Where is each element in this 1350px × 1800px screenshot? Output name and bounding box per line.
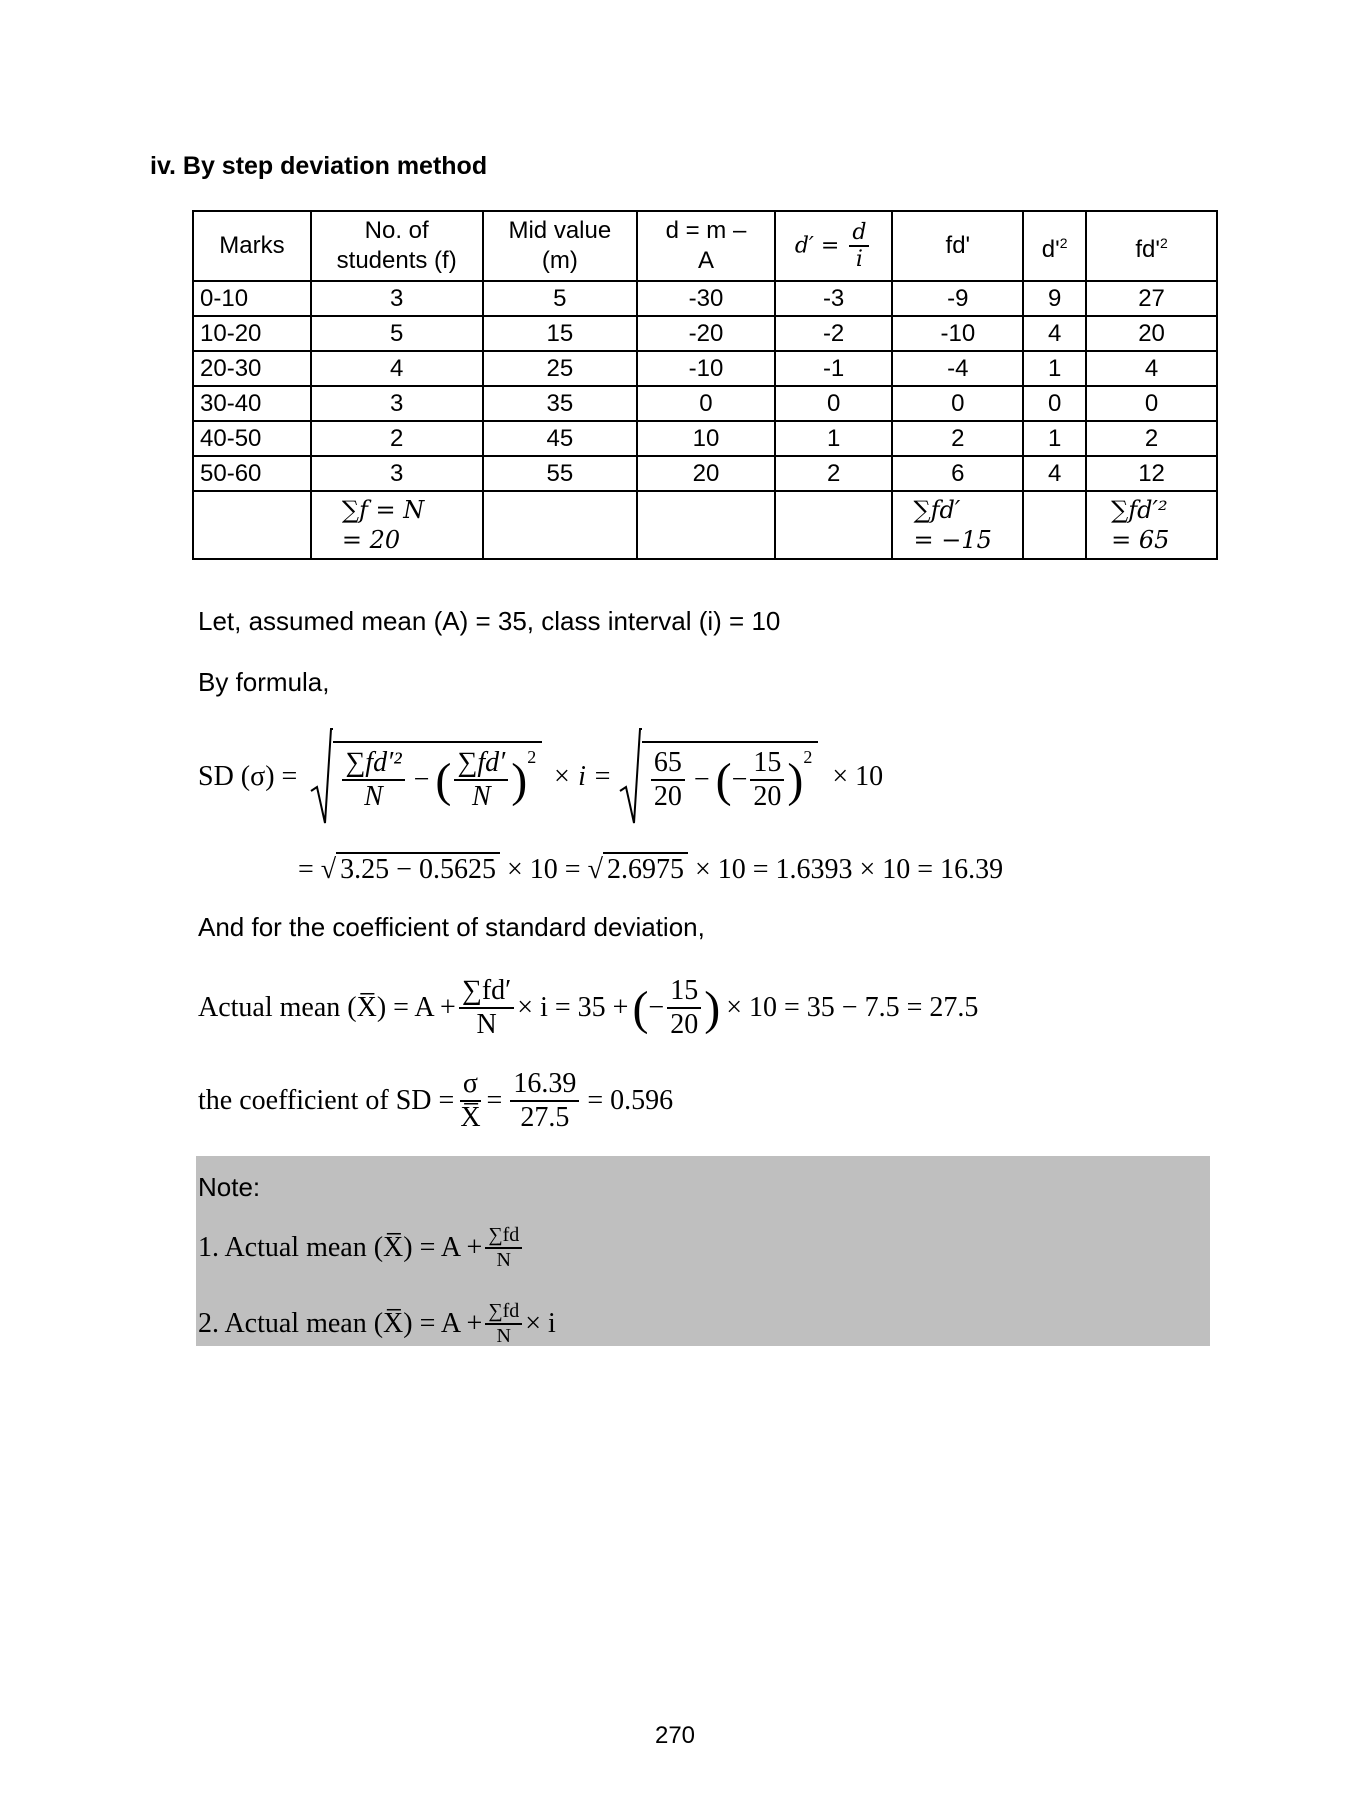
table-cell: -30	[637, 281, 775, 316]
total-f: ∑f = N = 20	[311, 491, 483, 559]
table-cell: 4	[311, 351, 483, 386]
note-box	[196, 1156, 1210, 1346]
sd-calculation: = √ 3.25 − 0.5625 × 10 = √ 2.6975 × 10 = 1.6393 × 10 = 16.39	[298, 854, 1004, 885]
table-row	[193, 421, 1217, 456]
radical-sign-values	[620, 729, 642, 825]
table-row	[193, 386, 1217, 421]
table-cell: 35	[483, 386, 638, 421]
table-cell: -10	[892, 316, 1023, 351]
table-cell: 25	[483, 351, 638, 386]
table-cell: 2	[775, 456, 893, 491]
table-cell: 10	[637, 421, 775, 456]
table-cell: 2	[311, 421, 483, 456]
data-table	[192, 210, 1218, 560]
header-fd: fd'	[892, 211, 1023, 281]
table-cell: 15	[483, 316, 638, 351]
by-formula-text: By formula,	[198, 667, 330, 697]
table-cell: -4	[892, 351, 1023, 386]
table-cell: 30-40	[193, 386, 311, 421]
table-cell: -2	[775, 316, 893, 351]
table-cell: 3	[311, 281, 483, 316]
table-cell: 1	[1023, 351, 1086, 386]
table-cell: 5	[483, 281, 638, 316]
total-fd-squared: ∑fd′² = 65	[1086, 491, 1217, 559]
header-step-deviation: d′ = $\frac{d}{i}$	[775, 211, 893, 281]
table-cell: 3	[311, 456, 483, 491]
table-cell: -9	[892, 281, 1023, 316]
assumed-mean-text: Let, assumed mean (A) = 35, class interval (i) = 10	[198, 606, 781, 636]
table-cell: 20	[637, 456, 775, 491]
table-cell: 9	[1023, 281, 1086, 316]
table-cell: 4	[1023, 456, 1086, 491]
table-cell: 20-30	[193, 351, 311, 386]
table-cell: 50-60	[193, 456, 311, 491]
header-marks: Marks	[193, 211, 311, 281]
table-cell: 2	[892, 421, 1023, 456]
table-cell: -20	[637, 316, 775, 351]
table-cell: 4	[1086, 351, 1217, 386]
table-cell: 45	[483, 421, 638, 456]
coefficient-intro-text: And for the coefficient of standard deviation,	[198, 912, 705, 942]
table-cell: 0	[1086, 386, 1217, 421]
table-cell: 55	[483, 456, 638, 491]
table-cell: 5	[311, 316, 483, 351]
table-totals-row	[193, 491, 1217, 559]
sd-formula: SD (σ) = $\frac{\text{∑fd′²}}{N}$ − ( $\frac{\sum fd'}{N}$ ) $^2$ × i = $\frac{65}{20}$ − ( − $\frac{15}{20}$ ) $^2$ × 10	[198, 722, 883, 832]
table-cell: 0	[1023, 386, 1086, 421]
table-cell: 1	[1023, 421, 1086, 456]
table-row	[193, 456, 1217, 491]
header-students: No. of students (f)	[311, 211, 483, 281]
table-cell: -10	[637, 351, 775, 386]
table-header-row	[193, 211, 1217, 281]
note-formula-2: 2. Actual mean (X̅) = A + $\frac{\sum fd}{N}$ × i	[198, 1300, 556, 1347]
table-cell: 3	[311, 386, 483, 421]
actual-mean-formula: Actual mean (X̅) = A + $\frac{\sum fd'}{N}$ × i = 35 + ( − $\frac{15}{20}$ ) × 10 = 35 − 7.5 = 27.5	[198, 974, 979, 1040]
header-deviation: d = m – A	[637, 211, 775, 281]
table-row	[193, 316, 1217, 351]
table-cell: 40-50	[193, 421, 311, 456]
section-heading: iv. By step deviation method	[150, 152, 488, 180]
note-title: Note:	[198, 1172, 261, 1202]
table-cell: 0	[775, 386, 893, 421]
table-cell: 6	[892, 456, 1023, 491]
table-cell: 1	[775, 421, 893, 456]
header-mid-value: Mid value (m)	[483, 211, 638, 281]
table-cell: 27	[1086, 281, 1217, 316]
header-fd-squared: $fd'^2$	[1086, 211, 1217, 281]
table-cell: 2	[1086, 421, 1217, 456]
header-d-squared: $d'^2$	[1023, 211, 1086, 281]
table-cell: 12	[1086, 456, 1217, 491]
page-number: 270	[654, 1722, 696, 1749]
table-row	[193, 351, 1217, 386]
table-cell: 0-10	[193, 281, 311, 316]
table-cell: 10-20	[193, 316, 311, 351]
coefficient-sd-formula: the coefficient of SD = $\frac{\sigma}{X̅}$ = $\frac{16.39}{27.5}$ = 0.596	[198, 1067, 674, 1133]
table-cell: 20	[1086, 316, 1217, 351]
table-cell: -3	[775, 281, 893, 316]
total-fd: ∑fd′ = −15	[892, 491, 1023, 559]
table-row	[193, 281, 1217, 316]
table-cell: 0	[892, 386, 1023, 421]
table-cell: 0	[637, 386, 775, 421]
note-formula-1: 1. Actual mean (X̅) = A + $\frac{\sum fd}{N}$	[198, 1220, 525, 1276]
radical-sign	[311, 729, 333, 825]
table-cell: -1	[775, 351, 893, 386]
table-cell: 4	[1023, 316, 1086, 351]
